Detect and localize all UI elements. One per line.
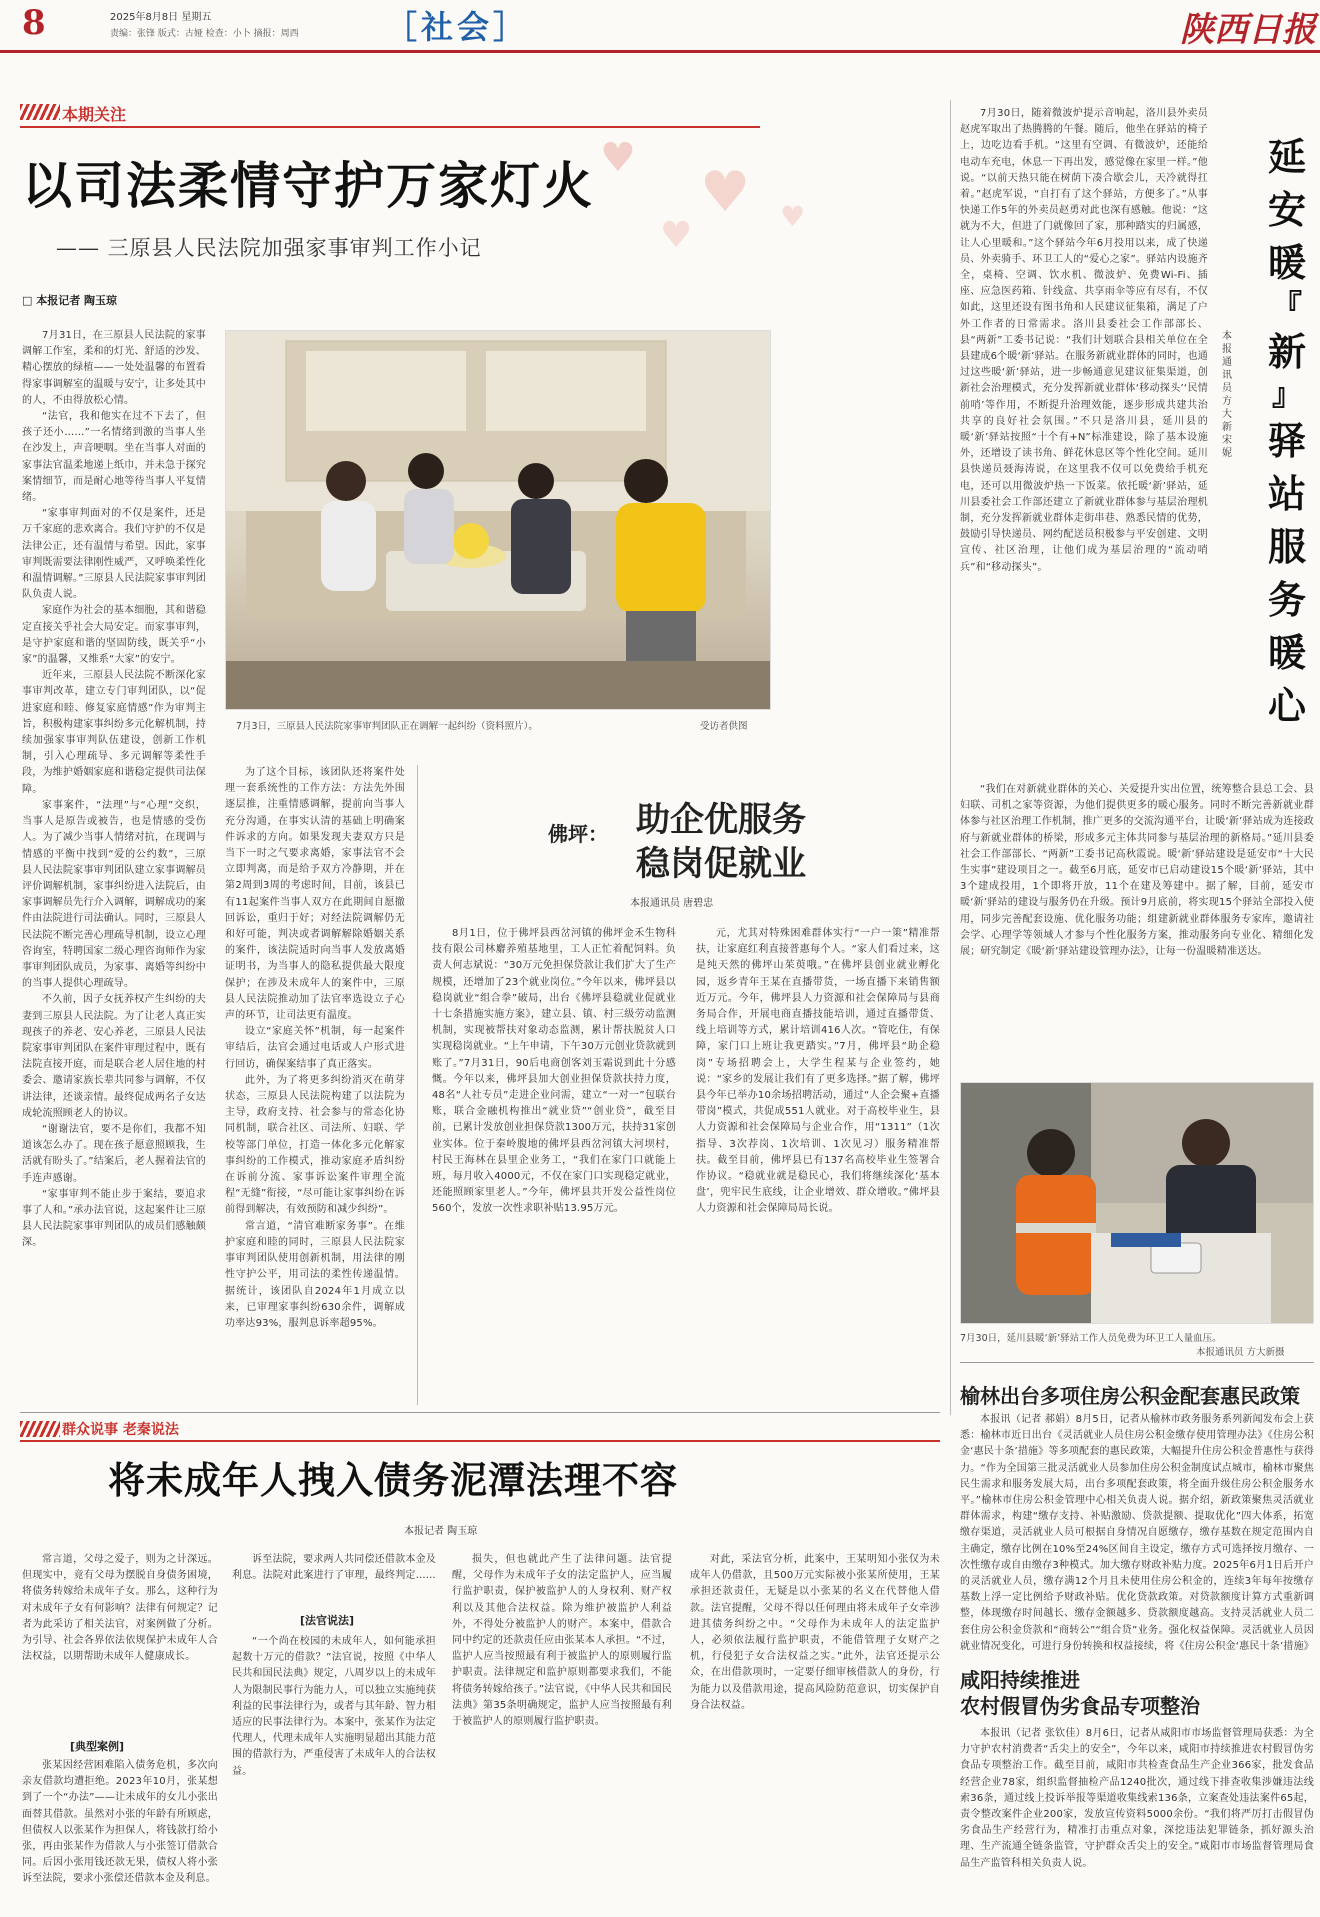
section-divider [20,1412,940,1413]
xianyang-body: 本报讯（记者 张钦佳）8月6日，记者从咸阳市市场监督管理局获悉：为全力守护农村消费者“舌尖上的安全”，今年以来，咸阳市持续推进农村假冒伪劣食品专项整治工作。截至目前，咸阳市共检查食品生产企业366家，批发食品经营企业78家，组织监督抽检产品1240批次，通过线下排查收集涉嫌违法线索36条，通过线上投诉举报等渠道收集线索136条，立案查处违法案件65起，责令整改案件企业200家，发放宣传资料5000余份。“我们将严厉打击假冒伪劣食品生产经营行为，精准打击重点对象，深挖违法犯罪链条，抓好源头治理、生产流通全链条监管，守护群众舌尖上的安全。”咸阳市市场监督管理局食品生产监管科相关负责人说。 [960,1728,1314,1869]
main-headline: 以司法柔情守护万家灯火 [22,156,594,215]
column-divider [950,100,951,1415]
main-byline: □ 本报记者 陶玉琼 [22,294,118,307]
minor-kicker-rule [20,1440,940,1442]
issue-date: 2025年8月8日 星期五 [110,12,212,23]
case-label: [典型案例] [70,1740,125,1753]
section-label: ［社会］ [385,8,530,46]
minor-column-4: 对此，采法官分析，此案中，王某明知小张仅为未成年人仍借款，且500万元实际被小张某所使用，王某承担还款责任，无疑是以小张某的名义在代替他人借款。法官提醒，父母不得以任何理由将未成年子女牵涉进其债务纠纷之中。“父母作为未成年人的法定监护人，必须依法履行监护职责，不能借管理子女财产之机，行侵犯子女合法权益之实。”此外，法官还提示公众，在出借款项时，一定要仔细审核借款人的身份，行为能力以及借款用途，提高风险防范意识，切实保护自身合法权益。 [690,1554,940,1711]
foping-column-1: 8月1日，位于佛坪县西岔河镇的佛坪金禾生物科技有限公司林麝养殖基地里，工人正忙着配饲料。负责人何志斌说：“30万元免担保贷款让我们扩大了生产规模，还增加了23个就业岗位。”今年以来，佛坪县以稳岗就业“组合拳”破局，出台《佛坪县稳就业促就业十七条措施实施方案》，建立县、镇、村三级劳动监测机制，实现被帮扶对象动态监测，累计帮扶脱贫人口实现稳岗就业。“上午申请，下午30万元创业贷款就到账了。”7月31日，90后电商创客刘玉霜说到此十分感慨。今年以来，佛坪县加大创业担保贷款扶持力度，48名“人社专员”走进企业问需，建立“一对一”包联台账，联合金融机构推出“就业贷”“创业贷”，截至目前，已累计发放创业担保贷款1300万元，扶持31家创业实体。位于秦岭腹地的佛坪县西岔河镇大河坝村，村民王海林在县里企业务工，“我们在家门口就能上班，每月收入4000元，不仅在家门口实现稳定就业，还能照顾家里老人。”今年，佛坪县共开发公益性岗位560个，发放一次性求职补贴13.95万元。 [432,928,676,1215]
heart-icon: ♥ [660,215,693,256]
main-subtitle: —— 三原县人民法院加强家事审判工作小记 [56,236,482,260]
foping-byline: 本报通讯员 唐碧忠 [630,898,714,909]
yanan-byline: 本报通讯员 方大新 宋妮 [1222,331,1232,459]
minor-case-text: 张某因经营困难陷入债务危机，多次向亲友借款均遭拒绝。2023年10月，张某想到了一个“办法”——让未成年的女儿小张出面替其借款。虽然对小张的年龄有所顾虑，但债权人以张某作为担保人，将钱款打给小张，再由张某作为借款人与小张签订借款合同。后因小张用钱还款无果，债权人将小张诉至法院，要求小张偿还借款本金及利息。 [22,1760,218,1885]
section-divider [960,1362,1314,1363]
mediation-photo-caption: 7月3日，三原县人民法院家事审判团队正在调解一起纠纷（资料照片）。 [236,721,538,732]
heart-icon: ♥ [700,160,751,225]
mediation-photo-credit: 受访者供图 [700,721,748,732]
yanan-column-top: 7月30日，随着微波炉提示音响起，洛川县外卖员赵虎军取出了热腾腾的午餐。随后，他坐在驿站的椅子上，边吃边看手机。“这里有空调、有微波炉，还能给电动车充电，休息一下再出发，感觉像在家里一样。”他说。“以前天热只能在树荫下凑合歇会儿，天冷就得扛着。”赵虎军说，“自打有了这个驿站，方便多了。”从事快递工作5年的外卖员赵勇对此也深有感触。他说：“这就为不大，但进了门就像回了家，那种踏实的归属感，让人心里暖和。”这个驿站今年6月投用以来，成了快递员、外卖骑手、环卫工人的“爱心之家”。驿站内设施齐全，桌椅、空调、饮水机、微波炉、免费Wi-Fi、插座、应急医药箱、针线盒、共享雨伞等应有尽有，不仅如此，这里还设有图书角和人民建议征集箱，满足了户外工作者的日常需求。洛川县委社会工作部部长、县“两新”工委书记说：“我们计划联合县相关单位在全县建成6个暖‘新’驿站。在服务新就业群体的同时，也通过这些暖‘新’驿站，进一步畅通意见建议征集渠道，创新社会治理模式，充分发挥新就业群体‘移动探头’‘民情前哨’等作用，不断提升治理效能，逐步形成共建共治共享的良好社会氛围。”不只是洛川县，延川县的暖‘新’驿站按照“十个有+N”标准建设，除了基本设施外，还增设了读书角、鲜花休息区等个性化空间。延川县快递员聂海涛说，在这里我不仅可以免费给手机充电，还可以用微波炉热一下饭菜。依托暖‘新’驿站，延川县委社会工作部还建立了新就业群体参与基层治理机制，充分发挥新就业群体走街串巷、熟悉民情的优势，鼓励引导快递员、网约配送员积极参与平安创建、文明宣传、社区治理，让他们成为基层治理的“流动哨兵”和“移动探头”。 [960,108,1208,573]
main-kicker: 本期关注 [62,105,127,124]
kicker-stripe-icon [20,1421,60,1437]
xianyang-headline-line-2: 农村假冒伪劣食品专项整治 [960,1694,1200,1718]
kicker-stripe-icon [20,104,60,120]
newspaper-logo: 陕西日报 [1180,10,1316,50]
main-column-2: 为了这个目标，该团队还将案件处理一套系统性的工作方法：方法先外围逐层推，注重情感调解，提前向当事人充分沟通，在事实认清的基础上明确案件诉求的方向。如果发现夫妻双方只是当下一时之气要求离婚，家事法官不会立即判离，而是给予双方冷静期，并在第2周到3周的考虑时间，目前，该县已有11起案件当事人双方在此期间自愿撤回诉讼，重归于好；对经法院调解仍无和好可能，判决或者调解解除婚姻关系的案件，该法院适时向当事人发放离婚证明书，为当事人的隐私提供最大限度保护；在涉及未成年人的案件中，三原县人民法院推动加了法官率选设立子心声的环节，让司法更有温度。 设立“家庭关怀”机制，每一起案件审结后，法官会通过电话或人户形式进行回访，确保案结事了真正落实。 此外，为了将更多纠纷消灭在萌芽状态，三原县人民法院构建了以法院为主导，政府支持、社会参与的常态化协同机制，联合社区、司法所、妇联、学校等部门单位，打造一体化多元化解家事纠纷的工作模式，推动家庭矛盾纠纷在诉前分流、家事诉讼案件审理全流程“无缝”衔接，“尽可能让家事纠纷在诉前得到解决，有效预防和减少纠纷”。 常言道，“清官难断家务事”。在维护家庭和睦的同时，三原县人民法院家事审判团队使用创新机制，用法律的刚性守护公平，用司法的柔性传递温情。据统计，该团队自2024年1月成立以来，已审理家事纠纷630余件，调解成功率达93%，服判息诉率超95%。 [225,767,405,1329]
page-number: 8 [22,3,46,43]
heart-icon: ♥ [780,200,806,233]
blood-pressure-caption: 7月30日，延川县暖‘新’驿站工作人员免费为环卫工人量血压。 [960,1333,1222,1344]
foping-title-line-2: 稳岗促就业 [636,844,806,884]
header-rule [0,50,1320,53]
minor-column-2: 诉至法院，要求两人共同偿还借款本金及利息。法院对此案进行了审理，最终判定…… [232,1554,436,1582]
column-divider [417,765,418,1405]
yulin-headline: 榆林出台多项住房公积金配套惠民政策 [960,1384,1300,1408]
foping-title-prefix: 佛坪： [548,822,608,846]
blood-pressure-credit: 本报通讯员 方大新摄 [1196,1347,1285,1358]
minor-column-3: 损失，但也就此产生了法律问题。法官提醒，父母作为未成年子女的法定监护人，应当履行监护职责，保护被监护人的人身权利、财产权利以及其他合法权益。除为维护被监护人利益外，不得处分被监护人的财产。本案中，借款合同中约定的还款责任应由张某本人承担。“不过，监护人应当按照最有利于被监护人的原则履行监护职责。法律规定和监护原则都要求我们，不能将债务转嫁给孩子。”法官说，《中华人民共和国民法典》第35条明确规定，监护人应当按照最有利于被监护人的原则履行监护职责。 [452,1554,672,1728]
heart-icon: ♥ [600,135,636,181]
foping-column-2: 元，尤其对特殊困难群体实行“一户一策”精准帮扶，让家庭红利直接普惠每个人。“家人们看过来，这是纯天然的佛坪山茱萸哦。”在佛坪县创业就业孵化园，返乡青年王某在直播带货，一场直播下来销售额近万元。今年，佛坪县人力资源和社会保障局与县商务局合作，开展电商直播技能培训，通过直播带货、线上培训等方式，累计培训416人次。“管吃住，有保障，家门口上班让我更踏实。”7月，佛坪县“助企稳岗”专场招聘会上，大学生程某与企业签约，她说：“家乡的发展让我们有了更多选择。”据了解，佛坪县今年已举办10余场招聘活动，通过“人企会聚+直播带岗”模式，共促成551人就业。对于高校毕业生，县人力资源和社会保障局与企业合作，用“1311”（1次指导、3次荐岗、1次培训、1次见习）服务精准帮扶。截至目前，佛坪县已有137名高校毕业生签署合作协议。“稳就业就是稳民心，我们将继续深化‘基本盘’，兜牢民生底线，让企业增效、群众增收。”佛坪县人力资源和社会保障局局长说。 [696,928,940,1215]
minor-headline: 将未成年人拽入债务泥潭法理不容 [108,1458,678,1502]
main-kicker-rule [20,126,760,128]
yanan-vertical-headline: 延 安 暖 『 新 』 驿 站 服 务 暖 心 [1267,134,1306,728]
yulin-body: 本报讯（记者 郝娟）8月5日，记者从榆林市政务服务系列新闻发布会上获悉：榆林市近日出台《灵活就业人员住房公积金缴存使用管理办法》《住房公积金‘惠民十条’措施》等多项配套的惠民政策，大幅提升住房公积金普惠性与获得力。“作为全国第三批灵活就业人员参加住房公积金制度试点城市，榆林市聚焦民生需求和服务发展大局，出台多项配套政策，将全面升级住房公积金服务水平。”榆林市住房公积金管理中心相关负责人说。据介绍，新政策聚焦灵活就业群体需求，构建“缴存支持、补贴激励、贷款提额、提取优化”四大体系，拓宽缴存渠道，灵活就业人员可根据自身情况自愿缴存，缴存基数在规定范围内自主确定，缴存比例在10%至24%区间自主设定，缴存方式可选择按月缴存、一次性缴存或自由缴存3种模式。加大缴存财政补贴力度。2025年6月1日后开户的灵活就业人员，缴存满12个月且未使用住房公积金的，连续3年每年按缴存基数上浮一定比例给予财政补贴。优化贷款政策。对贷款额度计算方式重新调整，体现缴存时间越长、缴存金额越多、贷款额度越高。支持灵活就业人员二套住房公积金贷款和“商转公”“组合贷”业务。强化权益保障。灵活就业人员因就业情况变化，可进行身份转换和权益接续，将《住房公积金‘惠民十条’措施》 [960,1414,1314,1652]
minor-kicker: 群众说事 老秦说法 [62,1422,179,1438]
minor-intro: 常言道，父母之爱子，则为之计深远。但现实中，竟有父母为摆脱自身债务困境，将债务转嫁给未成年子女。那么，这种行为对未成年子女有何影响？法律有何规定？记者为此采访了相关法官，对案例做了分析。为引导、社会各界依法依规保护未成年人合法权益，以期帮助未成年人健康成长。 [22,1554,218,1663]
blood-pressure-photo [960,1082,1314,1324]
yanan-column-bottom: “我们在对新就业群体的关心、关爱提升实出位置，统筹整合县总工会、县妇联、司机之家等资源，为他们提供更多的暖心服务。同时不断完善新就业群体参与社区治理工作机制，推广更多的交流沟通平台，让暖‘新’驿站成为连接政府与新就业群体的桥梁，形成多元主体共同参与基层治理的新格局。”延川县委社会工作部部长、“两新”工委书记高秋霞说。暖‘新’驿站建设是延安市“十大民生实事”建设项目之一。截至6月底，延安市已启动建设15个暖‘新’驿站，其中3个建成投用，1个即将开放，11个在建及筹建中。据了解，目前，延安市暖‘新’驿站的建设与服务仍在升级。预计9月底前，将实现15个驿站全部投入使用，同步完善配套设施、优化服务功能；组建新就业群体服务专家库，邀请社会学、心理学等领域人才参与个性化服务方案，推动服务向专业化、精细化发展；研究制定《暖‘新’驿站建设管理办法》，让每一份温暖精准送达。 [960,784,1314,958]
minor-byline: 本报记者 陶玉琼 [404,1526,478,1537]
main-column-1: 7月31日，在三原县人民法院的家事调解工作室，柔和的灯光、舒适的沙发、精心摆放的绿植——一处处温馨的布置看得家事调解室的温暖与安宁，让多处其中的人，不由得放松心情。 “法官，我和他实在过不下去了，但孩子还小……”一名情绪到激的当事人坐在沙发上，声音哽咽。坐在当事人对面的家事法官温柔地递上纸巾，并未急于探究案情细节，而是耐心地等待当事人平复情绪。 “家事审判面对的不仅是案件，还是万千家庭的悲欢离合。我们守护的不仅是法律公正，还有温情与希望。因此，家事审判既需要法律刚性威严，又呼唤柔性化和温情调解。”三原县人民法院家事审判团队负责人说。 家庭作为社会的基本细胞，其和谐稳定直接关乎社会大局安定。而家事审判，是守护家庭和谐的坚固防线，既关乎“小家”的温馨，又维系“大家”的安宁。 近年来，三原县人民法院不断深化家事审判改革，建立专门审判团队，以“促进家庭和睦、修复家庭情感”作为审判主旨，积极构建家事纠纷多元化解机制，持续加强家事审判队伍建设，创新工作机制，引入心理疏导、多元调解等柔性手段，为维护婚姻家庭和谐稳定提供司法保障。 家事案件，“法理”与“心理”交织，当事人是原告或被告，也是情感的受伤人。为了减少当事人情绪对抗，在现调与情感的平衡中找到“爱的公约数”，三原县人民法院家事审判团队建立家事调解员评价调解机制，家事纠纷进入法院后，由家事调解员先行介入调解，调解成功的案件由法院进行司法确认。同时，三原县人民法院不断完善心理疏导机制，设立心理咨询室，特聘国家二级心理咨询师作为家事审判团队成员，为家事、离婚等纠纷中的当事人提供心理疏导。 不久前，因子女抚养权产生纠纷的夫妻到三原县人民法院。为了让老人真正实现孩子的养老、安心养老，三原县人民法院家事审判团队在案件审理过程中，既有法院直接开庭，而是联合老人居住地的村委会、邀请家族长辈共同参与调解，不仅讲法律，还谈亲情。最终促成两名子女达成轮流照顾老人的协议。 “谢谢法官，要不是你们，我都不知道该怎么办了。现在孩子愿意照顾我，生活就有盼头了。”结案后，老人握着法官的手连声感谢。 “家事审判不能止步于案结，要追求事了人和。”承办法官说，这起案件让三原县人民法院家事审判团队的成员们感触颇深。 [22,330,206,1249]
minor-law-text: “一个尚在校园的未成年人，如何能承担起数十万元的借款？”法官说，按照《中华人民共和国民法典》规定，八周岁以上的未成年人为限制民事行为能力人，可以独立实施纯获利益的民事法律行为，或者与其年龄、智力相适应的民事法律行为。本案中，张某作为法定代理人，代理未成年人实施明显超出其能力范围的借款行为，严重侵害了未成年人的合法权益。 [232,1636,436,1777]
law-label: [法官说法] [300,1614,355,1627]
editor-credits: 责编：张锋 版式：古娅 检查：小卜 摘报：周西 [110,29,299,39]
mediation-photo [225,330,771,710]
foping-title-line-1: 助企优服务 [636,800,806,840]
xianyang-headline-line-1: 咸阳持续推进 [960,1668,1080,1692]
